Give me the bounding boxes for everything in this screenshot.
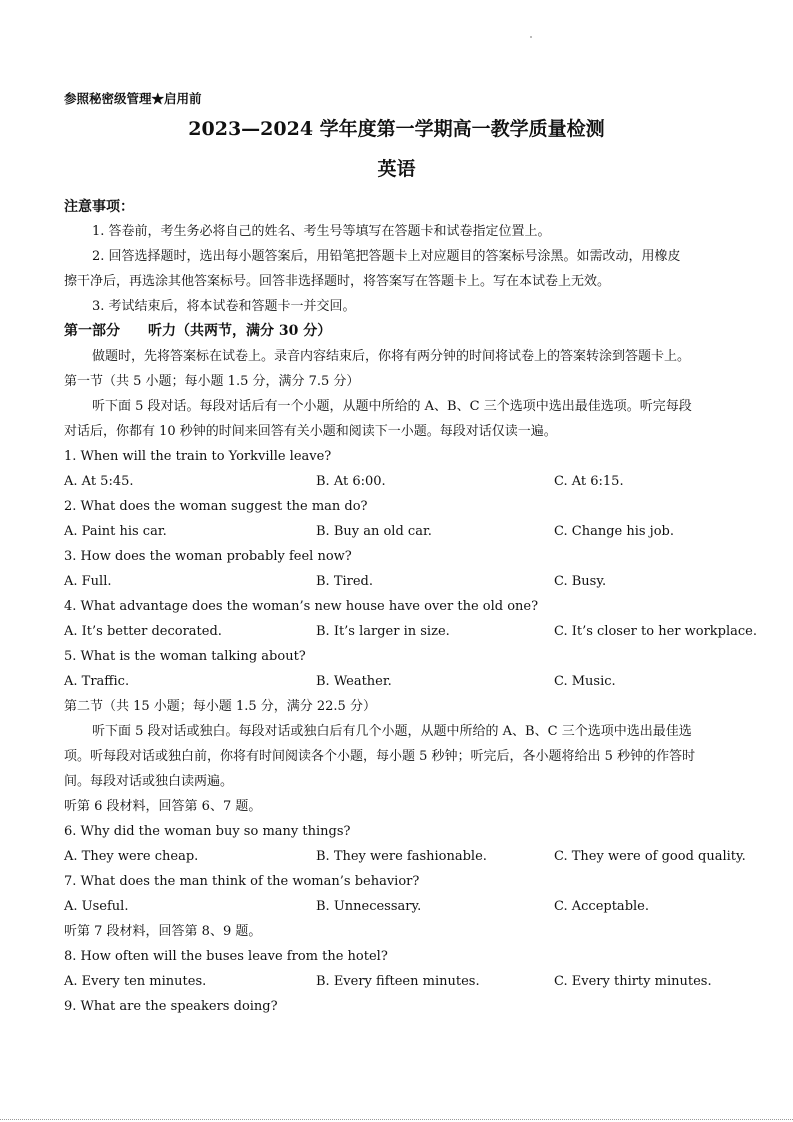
notice-item-2-line-2: 擦干净后，再选涂其他答案标号。回答非选择题时，将答案写在答题卡上。写在本试卷上无效。 (64, 274, 611, 289)
q5-option-c: C. Music. (554, 674, 616, 689)
q2-option-b: B. Buy an old car. (316, 524, 432, 539)
q2-stem: 2. What does the woman suggest the man do? (64, 499, 368, 514)
q6-option-a: A. They were cheap. (64, 849, 199, 864)
section1-heading: 第一节（共 5 小题；每小题 1.5 分，满分 7.5 分） (64, 374, 360, 389)
q3-stem: 3. How does the woman probably feel now? (64, 549, 352, 564)
q5-option-b: B. Weather. (316, 674, 392, 689)
section2-intro-line-3: 间。每段对话或独白读两遍。 (64, 774, 234, 789)
scan-dot (530, 36, 532, 38)
q7-option-a: A. Useful. (64, 899, 129, 914)
q8-option-c: C. Every thirty minutes. (554, 974, 712, 989)
q2-option-c: C. Change his job. (554, 524, 674, 539)
subject-title: 英语 (377, 158, 416, 180)
q2-option-a: A. Paint his car. (64, 524, 167, 539)
material-6-note: 听第 6 段材料，回答第 6、7 题。 (64, 799, 262, 814)
q7-option-c: C. Acceptable. (554, 899, 649, 914)
exam-title: 2023—2024 学年度第一学期高一教学质量检测 (188, 118, 605, 140)
notice-item-3: 3. 考试结束后，将本试卷和答题卡一并交回。 (92, 299, 356, 314)
part1-heading: 第一部分 听力（共两节，满分 30 分） (64, 323, 332, 339)
q6-stem: 6. Why did the woman buy so many things? (64, 824, 351, 839)
q6-option-c: C. They were of good quality. (554, 849, 746, 864)
q6-option-b: B. They were fashionable. (316, 849, 487, 864)
q9-stem: 9. What are the speakers doing? (64, 999, 278, 1014)
part1-intro: 做题时，先将答案标在试卷上。录音内容结束后，你将有两分钟的时间将试卷上的答案转涂到答题卡上。 (92, 349, 691, 364)
notice-heading: 注意事项： (64, 199, 134, 215)
q7-option-b: B. Unnecessary. (316, 899, 422, 914)
q4-option-a: A. It’s better decorated. (64, 624, 222, 639)
section2-heading: 第二节（共 15 小题；每小题 1.5 分，满分 22.5 分） (64, 699, 376, 714)
q8-option-a: A. Every ten minutes. (64, 974, 207, 989)
secret-label: 参照秘密级管理★启用前 (64, 91, 202, 106)
q5-option-a: A. Traffic. (64, 674, 130, 689)
q1-option-b: B. At 6:00. (316, 474, 386, 489)
notice-item-1: 1. 答卷前，考生务必将自己的姓名、考生号等填写在答题卡和试卷指定位置上。 (92, 224, 551, 239)
q1-stem: 1. When will the train to Yorkville leave? (64, 449, 332, 464)
q3-option-c: C. Busy. (554, 574, 607, 589)
q4-option-b: B. It’s larger in size. (316, 624, 450, 639)
q4-option-c: C. It’s closer to her workplace. (554, 624, 757, 639)
q3-option-b: B. Tired. (316, 574, 374, 589)
q5-stem: 5. What is the woman talking about? (64, 649, 306, 664)
q7-stem: 7. What does the man think of the woman’s behavior? (64, 874, 420, 889)
q8-option-b: B. Every fifteen minutes. (316, 974, 480, 989)
notice-item-2-line-1: 2. 回答选择题时，选出每小题答案后，用铅笔把答题卡上对应题目的答案标号涂黑。如需改动，用橡皮 (92, 249, 681, 264)
page-bottom-rule (0, 1119, 793, 1120)
q4-stem: 4. What advantage does the woman’s new house have over the old one? (64, 599, 539, 614)
q3-option-a: A. Full. (64, 574, 112, 589)
q8-stem: 8. How often will the buses leave from the hotel? (64, 949, 388, 964)
section2-intro-line-1: 听下面 5 段对话或独白。每段对话或独白后有几个小题，从题中所给的 A、B、C 三个选项中选出最佳选 (92, 724, 692, 739)
section2-intro-line-2: 项。听每段对话或独白前，你将有时间阅读各个小题，每小题 5 秒钟；听完后，各小题将给出 5 秒钟的作答时 (64, 749, 696, 764)
q1-option-a: A. At 5:45. (64, 474, 134, 489)
material-7-note: 听第 7 段材料，回答第 8、9 题。 (64, 924, 262, 939)
section1-intro-line-2: 对话后，你都有 10 秒钟的时间来回答有关小题和阅读下一小题。每段对话仅读一遍。 (64, 424, 557, 439)
q1-option-c: C. At 6:15. (554, 474, 624, 489)
section1-intro-line-1: 听下面 5 段对话。每段对话后有一个小题，从题中所给的 A、B、C 三个选项中选出最佳选项。听完每段 (92, 399, 692, 414)
